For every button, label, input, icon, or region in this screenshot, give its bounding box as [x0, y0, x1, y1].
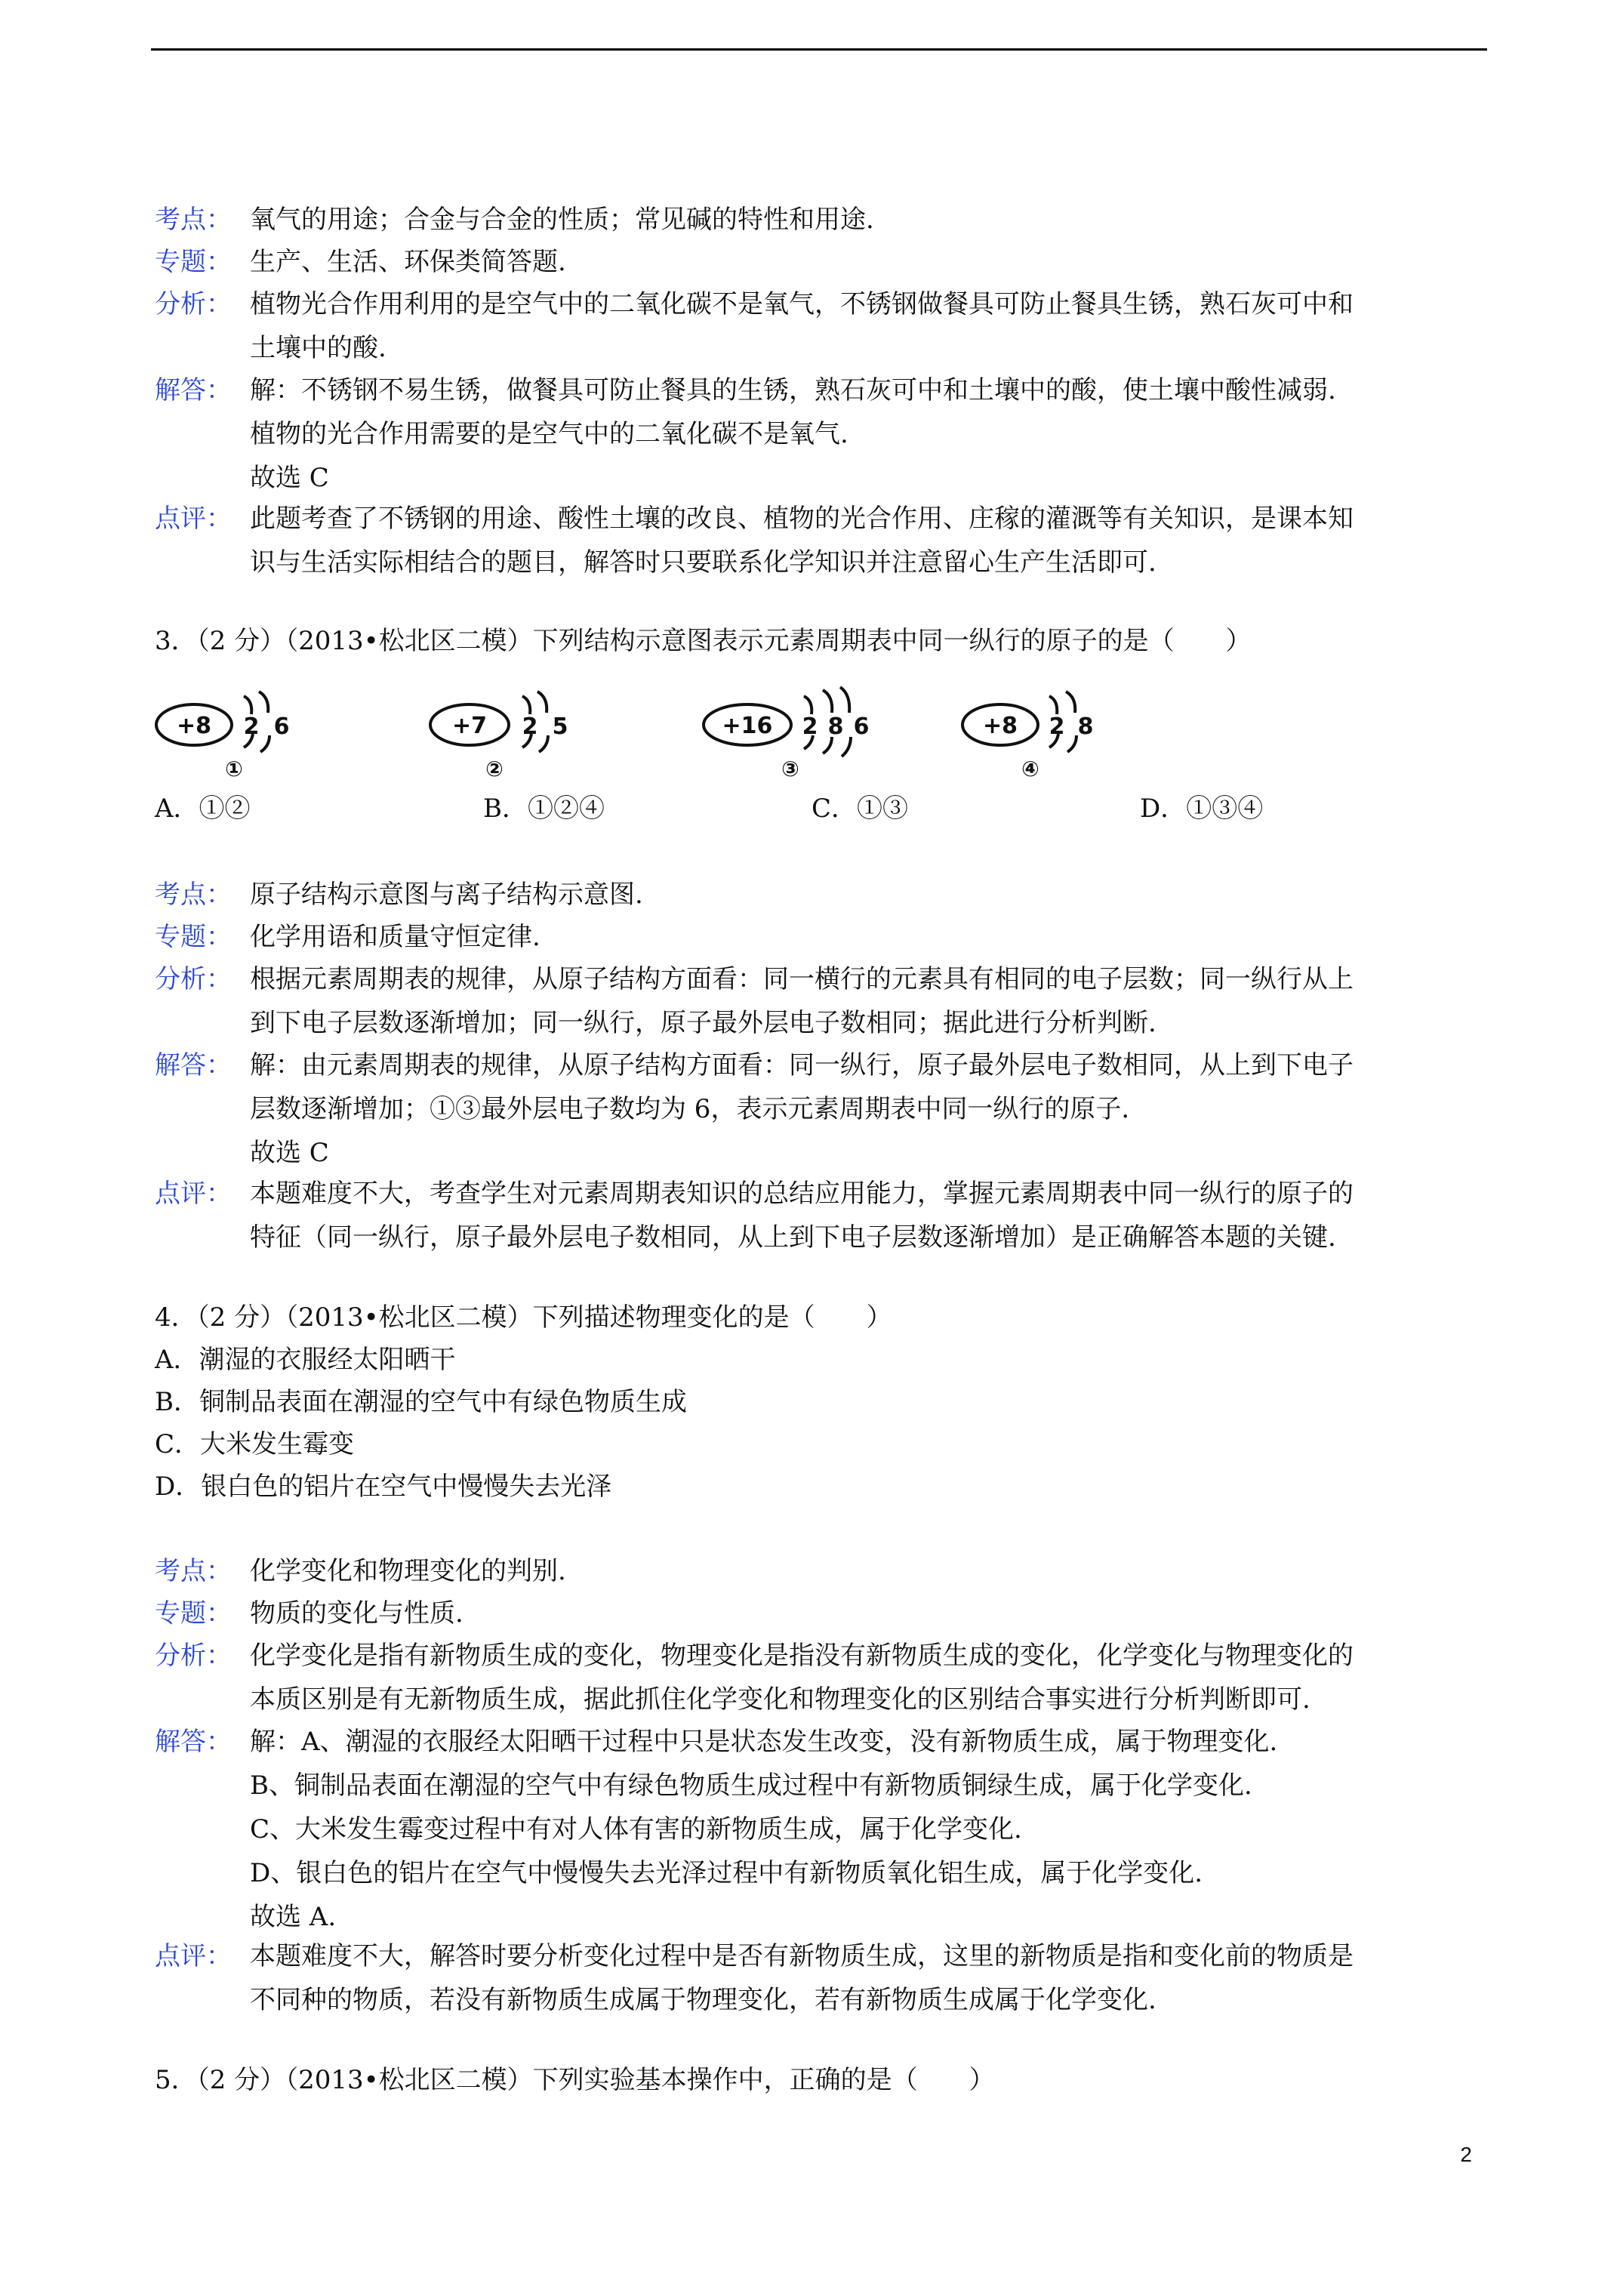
dianping-line: 本题难度不大，考查学生对元素周期表知识的总结应用能力，掌握元素周期表中同一纵行的原子的 [250, 1179, 1354, 1209]
jieda-line: 植物的光合作用需要的是空气中的二氧化碳不是氧气. [250, 419, 848, 449]
fenxi-line: 化学变化是指有新物质生成的变化，物理变化是指没有新物质生成的变化，化学变化与物理变化的 [250, 1641, 1354, 1671]
zhuanti-text: 化学用语和质量守恒定律. [250, 922, 540, 952]
diagram-label: ① [225, 757, 243, 781]
q3-option-b: B．①②④ [483, 794, 605, 824]
fenxi-line: 土壤中的酸. [250, 333, 387, 363]
jieda-line: 解：由元素周期表的规律，从原子结构方面看：同一纵行，原子最外层电子数相同，从上到下电子 [250, 1050, 1354, 1080]
fenxi-line: 本质区别是有无新物质生成，据此抓住化学变化和物理变化的区别结合事实进行分析判断即可. [250, 1684, 1310, 1715]
label-dianping: 点评： [155, 504, 232, 534]
shell-label: 6 [273, 713, 290, 740]
shell-label: 5 [552, 713, 568, 740]
nucleus-label: +7 [451, 713, 488, 739]
jieda-line: 故选 A. [250, 1902, 337, 1932]
label-dianping: 点评： [155, 1941, 232, 1971]
q4-option-c: C．大米发生霉变 [155, 1429, 355, 1459]
page-number: 2 [1460, 2143, 1472, 2166]
q4-option-a: A．潮湿的衣服经太阳晒干 [155, 1345, 456, 1375]
atom-diagram-2 [423, 680, 596, 796]
kaodian-text: 化学变化和物理变化的判别. [250, 1556, 566, 1586]
shell-label: 6 [853, 713, 870, 740]
fenxi-line: 植物光合作用利用的是空气中的二氧化碳不是氧气，不锈钢做餐具可防止餐具生锈，熟石灰可中和 [250, 289, 1354, 319]
diagram-label: ④ [1021, 757, 1039, 781]
dianping-line: 本题难度不大，解答时要分析变化过程中是否有新物质生成，这里的新物质是指和变化前的物质是 [250, 1941, 1354, 1971]
q4-stem: 4．（2 分）（2013•松北区二模）下列描述物理变化的是（ ） [155, 1302, 892, 1333]
jieda-line: 层数逐渐增加；①③最外层电子数均为 6，表示元素周期表中同一纵行的原子. [250, 1094, 1130, 1124]
q3-option-d: D．①③④ [1140, 794, 1264, 824]
label-jieda: 解答： [155, 1050, 232, 1080]
dianping-line: 特征（同一纵行，原子最外层电子数相同，从上到下电子层数逐渐增加）是正确解答本题的关键. [250, 1222, 1336, 1253]
q3-option-c: C．①③ [812, 794, 909, 824]
label-zhuanti: 专题： [155, 247, 232, 277]
diagram-label: ② [485, 757, 504, 781]
dianping-line: 此题考查了不锈钢的用途、酸性土壤的改良、植物的光合作用、庄稼的灌溉等有关知识，是课本知 [250, 504, 1354, 534]
label-fenxi: 分析： [155, 964, 232, 994]
shell-label: 8 [1077, 713, 1094, 740]
q5-stem: 5．（2 分）（2013•松北区二模）下列实验基本操作中，正确的是（ ） [155, 2065, 995, 2095]
fenxi-line: 根据元素周期表的规律，从原子结构方面看：同一横行的元素具有相同的电子层数；同一纵行从上 [250, 964, 1354, 994]
kaodian-text: 原子结构示意图与离子结构示意图. [250, 880, 643, 910]
fenxi-line: 到下电子层数逐渐增加；同一纵行，原子最外层电子数相同；据此进行分析判断. [250, 1008, 1156, 1038]
zhuanti-text: 生产、生活、环保类简答题. [250, 247, 566, 277]
label-kaodian: 考点： [155, 880, 232, 910]
q4-option-b: B．铜制品表面在潮湿的空气中有绿色物质生成 [155, 1387, 687, 1417]
shell-label: 2 [1049, 713, 1065, 740]
dianping-line: 不同种的物质，若没有新物质生成属于物理变化，若有新物质生成属于化学变化. [250, 1985, 1156, 2015]
jieda-line: C、大米发生霉变过程中有对人体有害的新物质生成，属于化学变化. [250, 1814, 1022, 1845]
header-rule [151, 48, 1487, 51]
atom-diagram-4 [959, 680, 1132, 796]
jieda-line: 解：A、潮湿的衣服经太阳晒干过程中只是状态发生改变，没有新物质生成，属于物理变化. [250, 1727, 1278, 1757]
dianping-line: 识与生活实际相结合的题目，解答时只要联系化学知识并注意留心生产生活即可. [250, 547, 1156, 578]
q3-option-a: A．①② [155, 794, 251, 824]
jieda-line: D、银白色的铝片在空气中慢慢失去光泽过程中有新物质氧化铝生成，属于化学变化. [250, 1858, 1203, 1888]
label-fenxi: 分析： [155, 289, 232, 319]
shell-label: 2 [522, 713, 538, 740]
atom-diagram-3 [698, 680, 895, 796]
jieda-line: 故选 C [250, 1138, 329, 1168]
label-jieda: 解答： [155, 1727, 232, 1757]
q3-stem: 3．（2 分）（2013•松北区二模）下列结构示意图表示元素周期表中同一纵行的原子的是（ ） [155, 626, 1252, 656]
shell-label: 2 [243, 713, 260, 740]
label-kaodian: 考点： [155, 205, 232, 235]
nucleus-label: +16 [722, 713, 773, 739]
jieda-line: B、铜制品表面在潮湿的空气中有绿色物质生成过程中有新物质铜绿生成，属于化学变化. [250, 1771, 1252, 1801]
diagram-label: ③ [781, 757, 799, 781]
label-zhuanti: 专题： [155, 922, 232, 952]
shell-label: 8 [827, 713, 844, 740]
jieda-line: 解：不锈钢不易生锈，做餐具可防止餐具的生锈，熟石灰可中和土壤中的酸，使土壤中酸性减弱. [250, 375, 1336, 405]
label-zhuanti: 专题： [155, 1598, 232, 1629]
q4-option-d: D．银白色的铝片在空气中慢慢失去光泽 [155, 1472, 612, 1502]
atom-diagram-1 [155, 680, 328, 796]
kaodian-text: 氧气的用途；合金与合金的性质；常见碱的特性和用途. [250, 205, 874, 235]
nucleus-label: +8 [176, 713, 212, 739]
label-fenxi: 分析： [155, 1641, 232, 1671]
label-jieda: 解答： [155, 375, 232, 405]
shell-label: 2 [802, 713, 818, 740]
nucleus-label: +8 [982, 713, 1018, 739]
label-dianping: 点评： [155, 1179, 232, 1209]
zhuanti-text: 物质的变化与性质. [250, 1598, 463, 1629]
jieda-line: 故选 C [250, 463, 329, 493]
label-kaodian: 考点： [155, 1556, 232, 1586]
